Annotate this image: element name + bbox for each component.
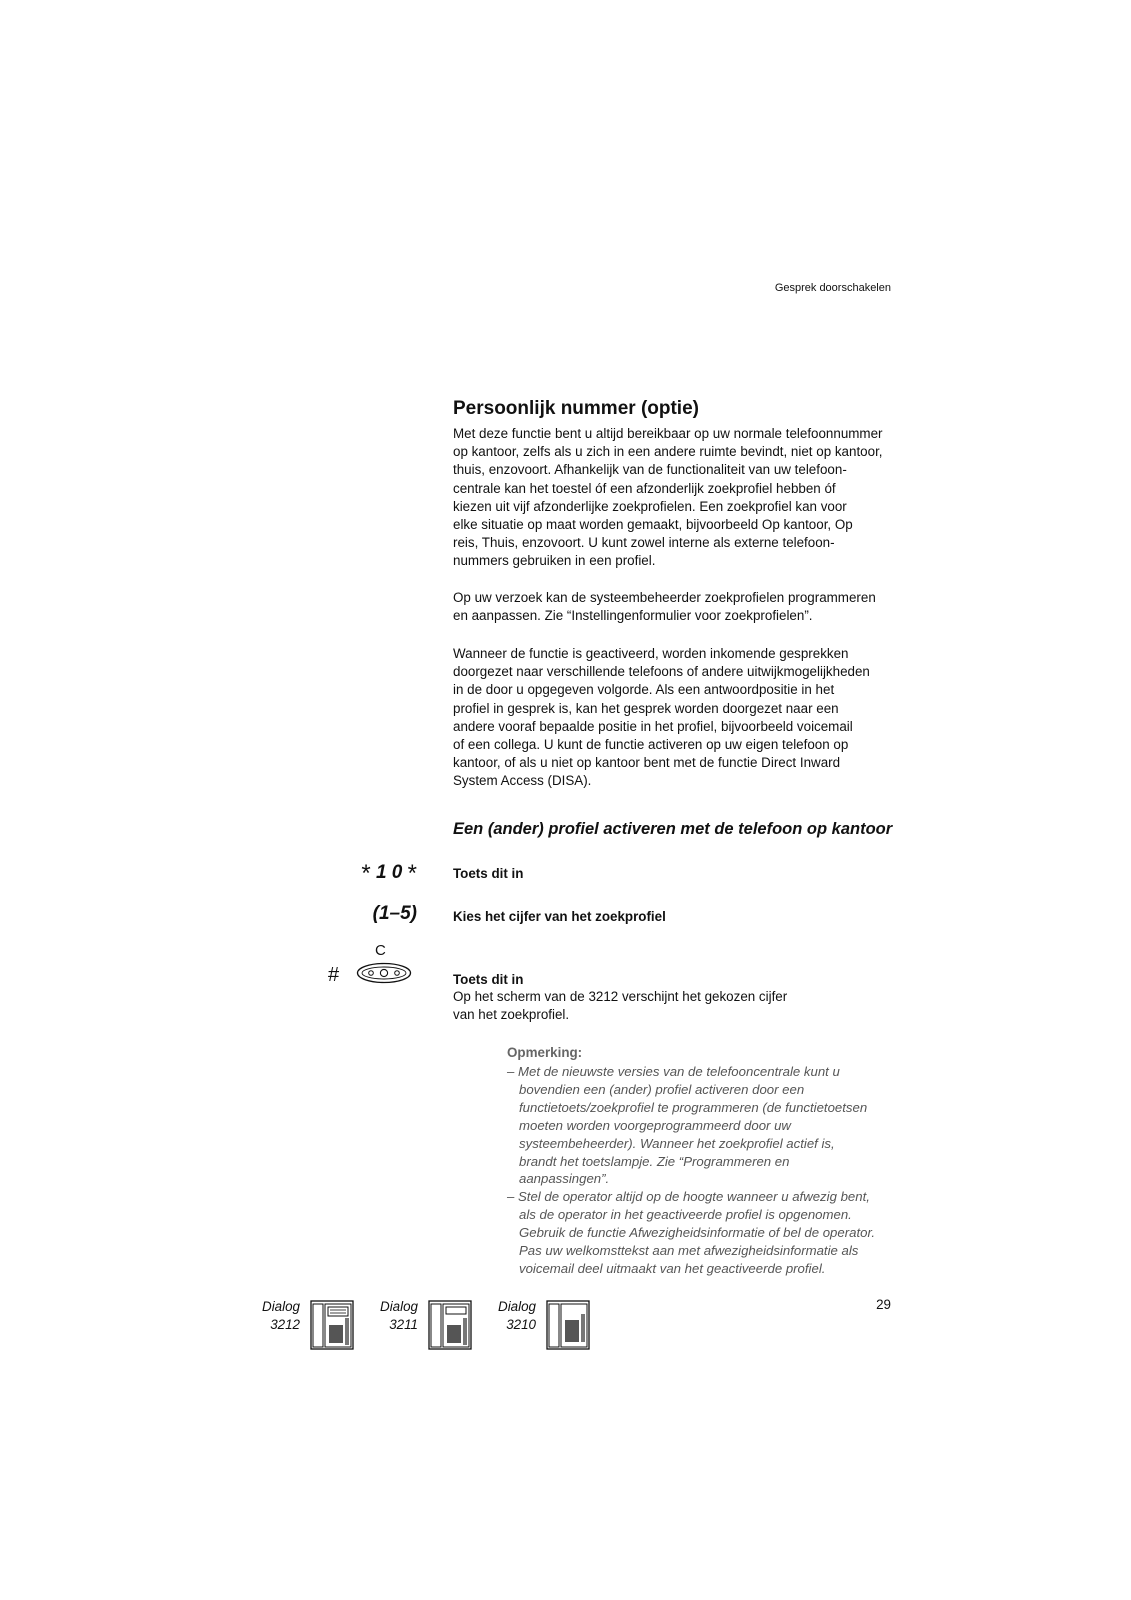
- section-title: Persoonlijk nummer (optie): [453, 398, 699, 419]
- clear-key-label: C: [375, 942, 386, 959]
- note-body: – Met de nieuwste versies van de telefooncentrale kunt u bovendien een (ander) profiel activeren door een functietoets/zoekprofiel te programmeren (de functietoetsen moeten worden voorgeprogrammeerd door uw systeembeheerder). Wanneer het zoekprofiel actief is, brandt het toetslampje. Zie “Programmeren en aanpassingen”. – Stel de operator altijd op de hoogte wanneer u afwezig bent, als de operator in het geactiveerde profiel is opgenomen. Gebruik de functie Afwezigheidsinformatie of bel de operator. Pas uw welkomsttekst aan met afwezigheidsinformatie als voicemail deel uitmaakt van het geactiveerde profiel.: [507, 1064, 876, 1276]
- activation-paragraph: Wanneer de functie is geactiveerd, worden inkomende gesprekken doorgezet naar verschillende telefoons of andere uitwijkmogelijkheden in de door u opgegeven volgorde. Als een antwoordpositie in het profiel in gesprek is, kan het gesprek worden doorgezet naar een andere vooraf bepaalde positie in het profiel, bijvoorbeeld voicemail of een collega. U kunt de functie activeren op uw eigen telefoon op kantoor, of als u niet op kantoor bent met de functie Direct Inward System Access (DISA).: [453, 646, 870, 789]
- step-1-instruction: Toets dit in: [453, 866, 524, 881]
- step-3-instruction: Toets dit in: [453, 972, 524, 987]
- running-header: Gesprek doorschakelen: [774, 282, 891, 294]
- hash-key-icon: #: [328, 964, 340, 986]
- note-title: Opmerking:: [507, 1045, 583, 1060]
- step-2-instruction: Kies het cijfer van het zoekprofiel: [453, 909, 666, 924]
- note-item: – Stel de operator altijd op de hoogte wanneer u afwezig bent,: [507, 1189, 870, 1205]
- key-sequence-profile-digit: (1–5): [372, 903, 417, 924]
- step-3-detail: Op het scherm van de 3212 verschijnt het gekozen cijfer van het zoekprofiel.: [453, 989, 788, 1023]
- phone-3210-icon: [546, 1300, 590, 1350]
- phone-3211-icon: [428, 1300, 472, 1350]
- model-label-3212: Dialog 3212: [262, 1299, 300, 1332]
- subsection-title: Een (ander) profiel activeren met de telefoon op kantoor: [453, 820, 893, 838]
- key-digits: 1 0: [375, 862, 403, 883]
- star-key-icon: *: [407, 860, 417, 887]
- model-label-3211: Dialog 3211: [380, 1299, 418, 1332]
- key-sequence-star-10-star: [361, 860, 417, 888]
- page-number: 29: [876, 1297, 891, 1312]
- intro-paragraph: Met deze functie bent u altijd bereikbaar op uw normale telefoonnummer op kantoor, zelfs als u zich in een andere ruimte bevindt, niet op kantoor, thuis, enzovoort. Afhankelijk van de functionaliteit van uw telefoon- centrale kan het toestel óf een afzonderlijk zoekprofiel hebben óf kiezen uit vijf afzonderlijke zoekprofielen. Een zoekprofiel kan voor elke situatie op maat worden gemaakt, bijvoorbeeld Op kantoor, Op reis, Thuis, enzovoort. U kunt zowel interne als externe telefoon- nummers gebruiken in een profiel.: [453, 426, 883, 569]
- key-pad-oval-icon: [356, 962, 412, 984]
- request-paragraph: Op uw verzoek kan de systeembeheerder zoekprofielen programmeren en aanpassen. Zie “Instellingenformulier voor zoekprofielen”.: [453, 590, 876, 624]
- star-key-icon: *: [361, 860, 371, 887]
- phone-3212-icon: [310, 1300, 354, 1350]
- model-label-3210: Dialog 3210: [498, 1299, 536, 1332]
- note-item: – Met de nieuwste versies van de telefooncentrale kunt u: [507, 1064, 840, 1079]
